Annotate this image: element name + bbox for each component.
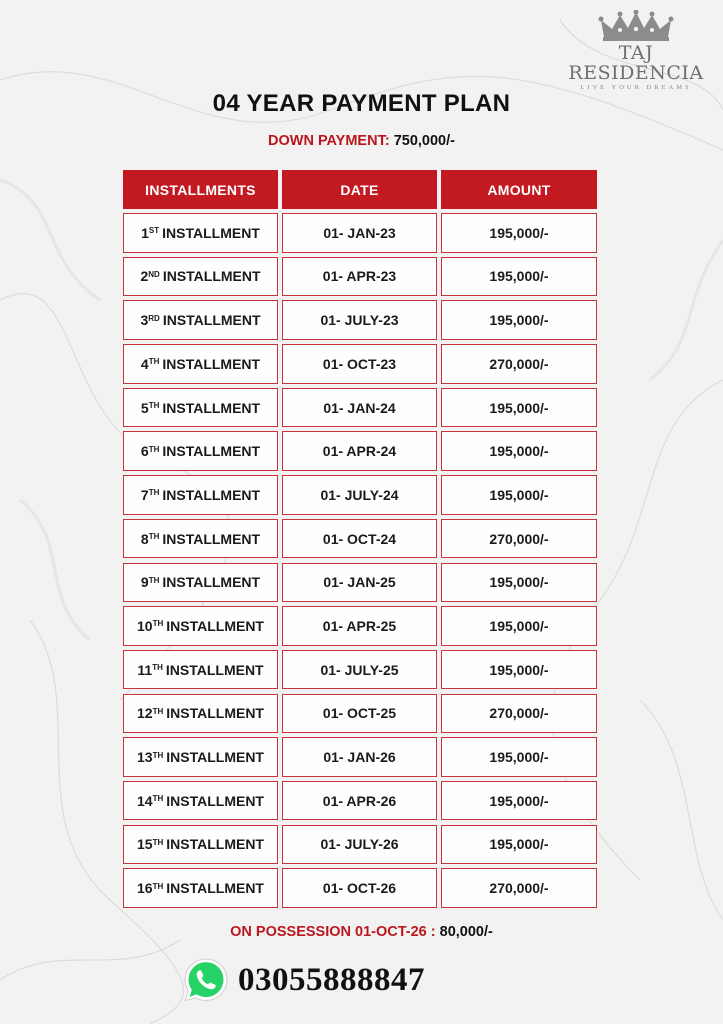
amount-cell: 195,000/- [441, 257, 597, 297]
installment-label: INSTALLMENT [166, 705, 264, 722]
table-row [123, 388, 597, 428]
installment-ordinal-suffix: RD [148, 313, 160, 323]
installment-ordinal-suffix: TH [148, 532, 160, 542]
installment-label: INSTALLMENT [166, 792, 264, 809]
table-row [123, 431, 597, 471]
installment-ordinal-suffix: ND [148, 269, 160, 279]
date-cell: 01- OCT-25 [282, 694, 437, 734]
brand-tagline: LIVE YOUR DREAMS [580, 84, 692, 91]
table-header-row [123, 170, 597, 209]
date-cell: 01- JAN-23 [282, 213, 437, 253]
installment-label: INSTALLMENT [162, 268, 261, 285]
crown-icon [596, 10, 676, 42]
table-row [123, 694, 597, 734]
date-cell: 01- JULY-24 [282, 475, 437, 515]
date-cell: 01- APR-25 [282, 606, 437, 646]
installment-cell [123, 519, 278, 559]
down-payment-value: 750,000/- [393, 133, 455, 149]
installment-label: INSTALLMENT [166, 617, 264, 634]
installment-label: INSTALLMENT [166, 880, 264, 897]
amount-cell: 195,000/- [441, 475, 597, 515]
table-row [123, 825, 597, 865]
date-cell: 01- APR-24 [282, 431, 437, 471]
down-payment-label: DOWN PAYMENT: [268, 133, 390, 149]
installment-cell [123, 431, 278, 471]
date-cell: 01- JAN-24 [282, 388, 437, 428]
installment-cell [123, 475, 278, 515]
installment-label: INSTALLMENT [162, 486, 261, 503]
installment-label: INSTALLMENT [162, 312, 261, 329]
installment-label: INSTALLMENT [162, 399, 261, 416]
installment-cell [123, 781, 278, 821]
installment-number: 14 [137, 792, 153, 809]
installment-label: INSTALLMENT [166, 836, 264, 853]
table-body [123, 213, 597, 908]
installment-cell [123, 344, 278, 384]
possession-label: ON POSSESSION 01-OCT-26 : [230, 924, 436, 940]
amount-cell: 195,000/- [441, 213, 597, 253]
date-cell: 01- APR-26 [282, 781, 437, 821]
installment-label: INSTALLMENT [162, 530, 261, 547]
table-row [123, 344, 597, 384]
installment-cell [123, 650, 278, 690]
date-cell: 01- JAN-26 [282, 737, 437, 777]
table-row [123, 257, 597, 297]
installment-cell [123, 825, 278, 865]
installment-cell [123, 868, 278, 908]
installment-cell [123, 737, 278, 777]
amount-cell: 270,000/- [441, 868, 597, 908]
installment-ordinal-suffix: TH [152, 750, 164, 760]
installment-ordinal-suffix: TH [152, 619, 164, 629]
whatsapp-icon[interactable] [182, 956, 230, 1004]
amount-cell: 270,000/- [441, 694, 597, 734]
table-row [123, 737, 597, 777]
installment-label: INSTALLMENT [162, 355, 261, 372]
installment-number: 8 [140, 530, 149, 547]
table-row [123, 781, 597, 821]
table-row [123, 475, 597, 515]
installment-number: 10 [137, 617, 153, 634]
phone-number[interactable]: 03055888847 [238, 961, 425, 998]
installment-label: INSTALLMENT [166, 749, 264, 765]
table-row [123, 868, 597, 908]
installment-cell [123, 563, 278, 603]
brand-logo [556, 10, 716, 91]
payment-table [123, 170, 597, 912]
installment-label: INSTALLMENT [162, 443, 261, 460]
installment-number: 6 [140, 443, 149, 460]
contact [182, 956, 425, 1004]
installment-ordinal-suffix: TH [148, 357, 160, 367]
installment-label: INSTALLMENT [162, 574, 261, 591]
brand-name: TAJ RESIDENCIA [568, 42, 704, 84]
table-row [123, 650, 597, 690]
installment-ordinal-suffix: TH [148, 488, 160, 498]
installment-number: 1 [141, 224, 149, 241]
header-date: DATE [282, 170, 437, 209]
installment-ordinal-suffix: TH [152, 837, 164, 847]
amount-cell: 270,000/- [441, 519, 597, 559]
installment-number: 13 [137, 749, 153, 765]
installment-ordinal-suffix: TH [148, 401, 160, 410]
date-cell: 01- OCT-26 [282, 868, 437, 908]
installment-ordinal-suffix: TH [152, 794, 164, 804]
amount-cell: 195,000/- [441, 825, 597, 865]
table-row [123, 563, 597, 603]
installment-number: 3 [140, 312, 149, 329]
amount-cell: 195,000/- [441, 606, 597, 646]
installment-label: INSTALLMENT [162, 224, 260, 241]
installment-cell [123, 257, 278, 297]
amount-cell: 270,000/- [441, 344, 597, 384]
installment-number: 2 [140, 268, 149, 285]
installment-number: 16 [137, 880, 153, 897]
installment-ordinal-suffix: TH [152, 706, 164, 716]
amount-cell: 195,000/- [441, 737, 597, 777]
installment-cell [123, 388, 278, 428]
down-payment [0, 133, 723, 149]
installment-cell [123, 300, 278, 340]
installment-ordinal-suffix: ST [148, 226, 160, 236]
table-row [123, 300, 597, 340]
installment-number: 7 [140, 486, 149, 503]
date-cell: 01- JULY-25 [282, 650, 437, 690]
table-row [123, 519, 597, 559]
date-cell: 01- JULY-26 [282, 825, 437, 865]
installment-number: 11 [137, 661, 153, 678]
date-cell: 01- JULY-23 [282, 300, 437, 340]
header-installments: INSTALLMENTS [123, 170, 278, 209]
amount-cell: 195,000/- [441, 781, 597, 821]
installment-ordinal-suffix: TH [148, 444, 160, 454]
page-title: 04 YEAR PAYMENT PLAN [212, 90, 511, 117]
installment-cell [123, 694, 278, 734]
date-cell: 01- OCT-24 [282, 519, 437, 559]
date-cell: 01- JAN-25 [282, 563, 437, 603]
installment-number: 5 [140, 399, 149, 416]
header-amount: AMOUNT [441, 170, 597, 209]
installment-label: INSTALLMENT [165, 661, 264, 678]
date-cell: 01- APR-23 [282, 257, 437, 297]
amount-cell: 195,000/- [441, 650, 597, 690]
installment-ordinal-suffix: TH [148, 575, 160, 585]
table-row [123, 213, 597, 253]
installment-number: 15 [137, 836, 153, 853]
amount-cell: 195,000/- [441, 563, 597, 603]
installment-cell [123, 606, 278, 646]
amount-cell: 195,000/- [441, 388, 597, 428]
installment-number: 12 [137, 705, 153, 722]
amount-cell: 195,000/- [441, 431, 597, 471]
installment-ordinal-suffix: TH [152, 881, 164, 891]
possession-value: 80,000/- [439, 924, 493, 940]
amount-cell: 195,000/- [441, 300, 597, 340]
installment-cell [123, 213, 278, 253]
installment-number: 9 [140, 574, 149, 591]
date-cell: 01- OCT-23 [282, 344, 437, 384]
possession-payment [0, 924, 723, 940]
installment-ordinal-suffix: TH [152, 663, 163, 673]
table-row [123, 606, 597, 646]
installment-number: 4 [140, 355, 149, 372]
